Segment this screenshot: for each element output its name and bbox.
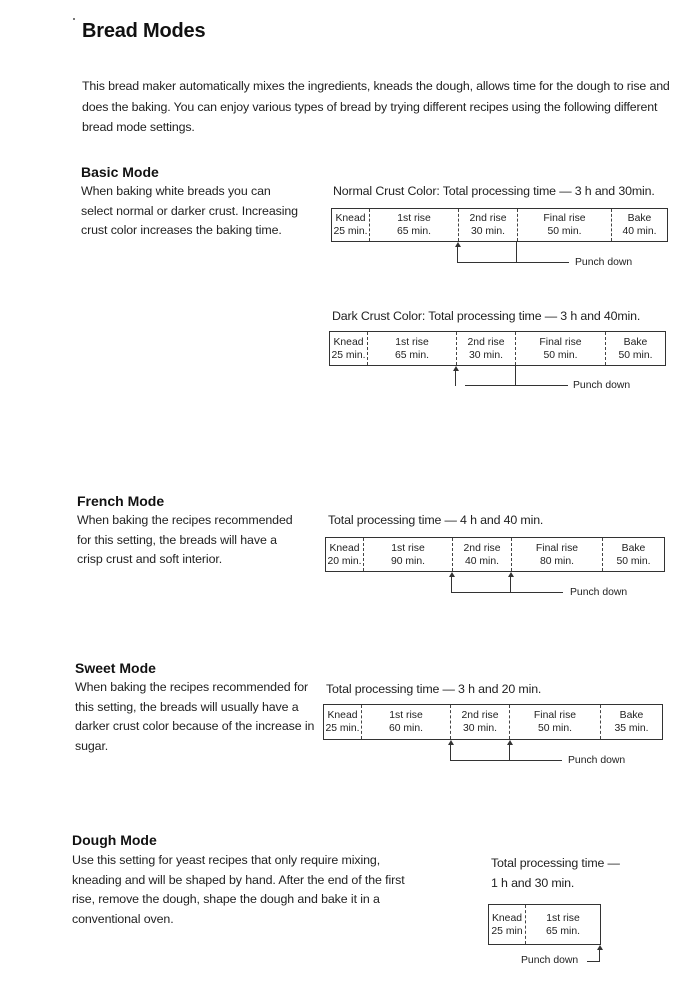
punch-down-label: Punch down: [521, 955, 579, 966]
step-2nd-rise: 2nd rise 40 min.: [453, 538, 512, 571]
sweet-mode-title: Sweet Mode: [75, 660, 156, 676]
punch-down-label: Punch down: [568, 755, 626, 766]
dough-timeline-table: [488, 904, 601, 945]
french-mode-title: French Mode: [77, 493, 165, 509]
basic-mode-description: When baking white breads you can select normal or darker crust. Increasing crust color increases the baking time.: [81, 184, 298, 237]
step-1st-rise: 1st rise 65 min.: [370, 209, 459, 241]
step-1st-rise: 1st rise 60 min.: [362, 705, 451, 739]
french-timeline-table: [325, 537, 665, 572]
step-1st-rise: 1st rise 65 min.: [368, 332, 457, 365]
dough-caption-line2: 1 h and 30 min.: [491, 876, 575, 890]
basic-dark-caption: Dark Crust Color: Total processing time — 3 h and 40min.: [332, 309, 641, 323]
step-bake: Bake 40 min.: [622, 213, 657, 237]
step-1st-rise: 1st rise 65 min.: [545, 912, 581, 937]
step-2nd-rise: 2nd rise 30 min.: [451, 705, 510, 739]
basic-normal-caption: Normal Crust Color: Total processing time — 3 h and 30min.: [333, 184, 655, 198]
step-final-rise: Final rise 50 min.: [510, 705, 601, 739]
step-bake: Bake 50 min.: [618, 336, 653, 361]
sweet-mode-description: When baking the recipes recommended for this setting, the breads will usually have a darker crust color because of the increase in sugar.: [75, 680, 315, 753]
dough-mode-description: Use this setting for yeast recipes that only require mixing, kneading and will be shaped by hand. After the end of the first rise, remove the dough, shape the dough and bake it in a conventional oven.: [72, 853, 405, 926]
step-knead: Knead 20 min.: [326, 538, 364, 571]
step-1st-rise: 1st rise 90 min.: [364, 538, 453, 571]
basic-dark-timeline-table: [329, 331, 666, 366]
step-final-rise: Final rise 50 min.: [518, 209, 612, 241]
step-2nd-rise: 2nd rise 30 min.: [457, 332, 516, 365]
step-bake: Bake 35 min.: [614, 710, 649, 734]
sweet-caption: Total processing time — 3 h and 20 min.: [326, 682, 542, 696]
punch-down-label: Punch down: [573, 380, 631, 391]
step-knead: Knead 25 min: [489, 905, 526, 944]
intro-paragraph: This bread maker automatically mixes the ingredients, kneads the dough, allows time for the dough to rise and does the baking. You can enjoy various types of bread by trying different recipes using the following different bread mode settings.: [82, 79, 670, 134]
basic-normal-timeline-table: [331, 208, 668, 242]
french-caption: Total processing time — 4 h and 40 min.: [328, 513, 544, 527]
french-mode-description: When baking the recipes recommended for this setting, the breads will have a crisp crust and soft interior.: [77, 513, 293, 566]
page-title: Bread Modes: [82, 20, 206, 42]
step-final-rise: Final rise 50 min.: [516, 332, 606, 365]
punch-down-label: Punch down: [570, 587, 628, 598]
step-knead: Knead 25 min.: [324, 705, 362, 739]
scan-speck: [73, 18, 75, 20]
sweet-timeline-table: [323, 704, 663, 740]
dough-caption-line1: Total processing time —: [491, 856, 620, 870]
step-final-rise: Final rise 80 min.: [512, 538, 603, 571]
step-knead: Knead 25 min.: [332, 209, 370, 241]
punch-down-label: Punch down: [575, 257, 633, 268]
basic-mode-title: Basic Mode: [81, 164, 159, 180]
step-knead: Knead 25 min.: [330, 332, 368, 365]
step-2nd-rise: 2nd rise 30 min.: [459, 209, 518, 241]
dough-mode-title: Dough Mode: [72, 832, 157, 848]
step-bake: Bake 50 min.: [616, 542, 651, 567]
